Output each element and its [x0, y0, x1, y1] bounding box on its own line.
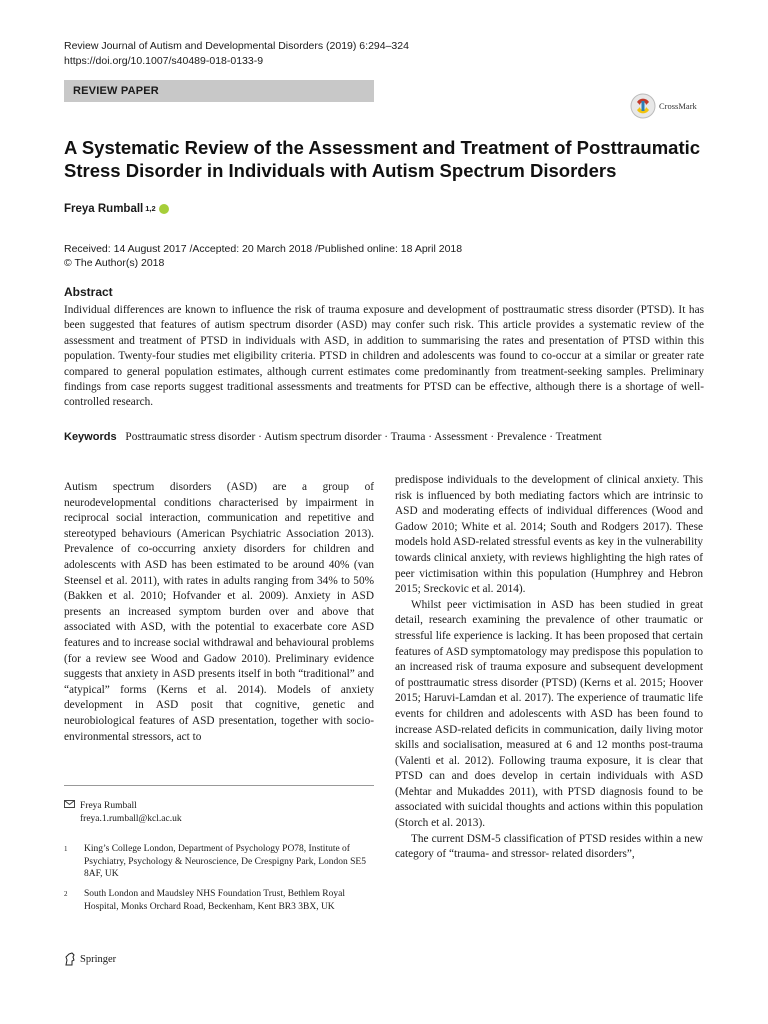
- body-left-column: Autism spectrum disorders (ASD) are a group of neurodevelopmental conditions characterised by impairment in reciprocal social interaction, communication and repetitive and stereotyped behaviours (American Psychiatric Association 2013). Prevalence of co-occurring anxiety disorders for children and adolescents with ASD has been estimated to be around 40% (van Steensel et al. 2011), with rates in adults ranging from 34% to 50% (Bakken et al. 2010; Hofvander et al. 2009). Anxiety in ASD presents an increased symptom burden over and above that associated with ASD, with the potential to exacerbate core ASD features and to increase social withdrawal and behavioural problems (for a review see Wood and Gadow 2010). Preliminary evidence suggests that anxiety in ASD presents itself in both “traditional” and “atypical” forms (Kerns et al. 2014). Models of anxiety development in ASD posit that cognitive, genetic and neurobiological features of ASD presentation, together with socio-environmental stressors, act to: [64, 481, 374, 743]
- affiliation-number: 1: [64, 845, 68, 853]
- author-affiliation-marks: 1,2: [145, 203, 156, 213]
- body-right-column: [395, 473, 703, 863]
- affiliation-text: South London and Maudsley NHS Foundation Trust, Bethlem Royal Hospital, Monks Orchard Road, Beckenham, Kent BR3 3BX, UK: [84, 889, 345, 912]
- article-title: A Systematic Review of the Assessment and Treatment of Posttraumatic Stress Disorder in Individuals with Autism Spectrum Disorders: [64, 137, 701, 181]
- publisher-name: Springer: [80, 953, 117, 965]
- corresponding-name: Freya Rumball: [80, 801, 137, 811]
- journal-citation: Review Journal of Autism and Developmental Disorders (2019) 6:294–324: [64, 40, 409, 52]
- abstract-text: Individual differences are known to influence the risk of trauma exposure and development of posttraumatic stress disorder (PTSD). It has been suggested that features of autism spectrum disorder (ASD) may confer such risk. This article provides a systematic review of the assessment and treatment of PTSD in individuals with ASD, in addition to summarising the rates and presentation of PTSD within this population. Twenty-four studies met eligibility criteria. PTSD in children and adolescents was found to co-occur at a similar or greater rate compared to general population estimates, although current estimates come predominantly from treatment-seeking samples. Preliminary findings from case reports suggest traditional assessments and treatments for PTSD can be effective, although there is a shortage of well-controlled research.: [64, 304, 704, 409]
- crossmark-icon: [630, 93, 656, 119]
- publication-dates: [64, 242, 462, 270]
- affiliation-2: [64, 888, 374, 913]
- body-paragraph: predispose individuals to the development of clinical anxiety. This risk is influenced by both mediating factors which are intrinsic to ASD and moderating effects of individual differences (Wood and Gadow 2010; White et al. 2014; South and Rodgers 2017). These models hold ASD-related stressful events as key in the vulnerability towards clinical anxiety, with reviews highlighting the high rates of peer victimisation within this population (Humphrey and Hebron 2015; Sreckovic et al. 2014).: [395, 474, 703, 596]
- body-paragraph: Whilst peer victimisation in ASD has been studied in great detail, research examining the prevalence of other traumatic or stressful life experience is lacking. It has been proposed that certain features of ASD symptomatology may predispose this population to an increased risk of trauma exposure and subsequent development of posttraumatic stress disorder (PTSD) (Kerns et al. 2015; Hoover 2015; Haruvi-Lamdan et al. 2017). The experience of traumatic life events for children and adolescents with ASD has been found to increase ASD-related deficits in communication, daily living motor skills and socialisation, measured at 6 and 12 months post-trauma (Valenti et al. 2012). Following trauma exposure, it is clear that PTSD can and does develop in certain individuals with ASD (Mehtar and Mukaddes 2011), with PTSD diagnosis found to be associated with suicidal thoughts and actions within this population (Storch et al. 2013).: [395, 598, 703, 830]
- article-type-label: REVIEW PAPER: [73, 85, 159, 97]
- author-line: [64, 203, 169, 215]
- keywords-line: [64, 431, 714, 443]
- doi-link[interactable]: https://doi.org/10.1007/s40489-018-0133-9: [64, 55, 264, 67]
- corresponding-email[interactable]: freya.1.rumball@kcl.ac.uk: [80, 814, 182, 824]
- crossmark-label: CrossMark: [659, 101, 697, 111]
- abstract-heading: Abstract: [64, 285, 113, 299]
- footnote-divider: [64, 785, 374, 786]
- affiliation-number: 2: [64, 890, 68, 898]
- publisher-footer: [64, 952, 116, 966]
- affiliation-1: [64, 843, 374, 881]
- envelope-icon: [64, 800, 80, 826]
- keywords-list: Posttraumatic stress disorder · Autism spectrum disorder · Trauma · Assessment · Prevalence · Treatment: [125, 431, 602, 443]
- springer-horse-icon: [64, 952, 76, 966]
- copyright-line: © The Author(s) 2018: [64, 257, 165, 269]
- history-dates: Received: 14 August 2017 /Accepted: 20 March 2018 /Published online: 18 April 2018: [64, 243, 463, 255]
- corresponding-author: [64, 800, 182, 826]
- keywords-label: Keywords: [64, 431, 117, 443]
- affiliation-text: King’s College London, Department of Psychology PO78, Institute of Psychiatry, Psychology & Neuroscience, De Crespigny Park, London SE5 8AF, UK: [84, 844, 366, 879]
- body-paragraph: The current DSM-5 classification of PTSD resides within a new category of “trauma- and stressor- related disorders”,: [395, 832, 703, 861]
- author-name: Freya Rumball: [64, 203, 144, 215]
- orcid-icon[interactable]: [159, 204, 169, 214]
- crossmark-badge[interactable]: [630, 93, 697, 119]
- article-type-banner: [64, 80, 374, 102]
